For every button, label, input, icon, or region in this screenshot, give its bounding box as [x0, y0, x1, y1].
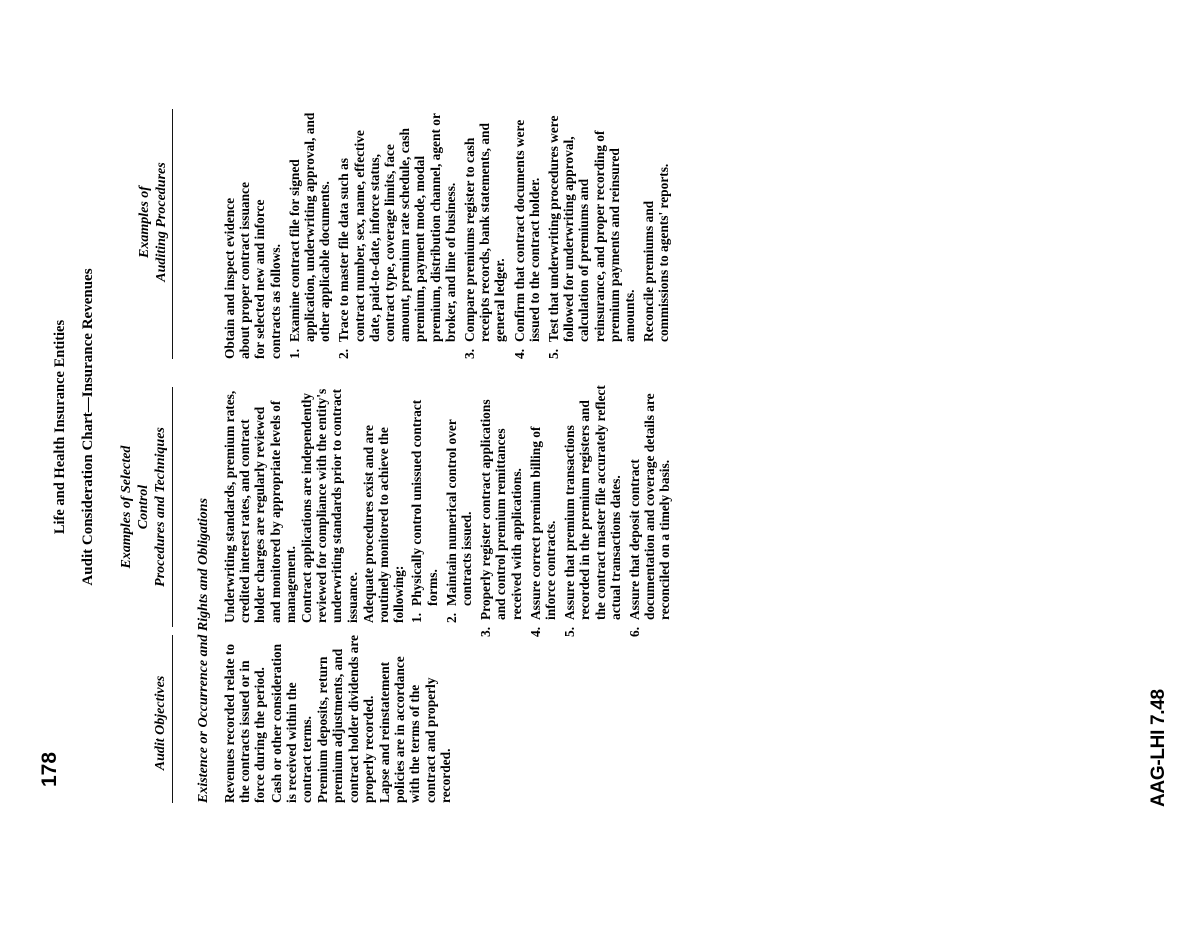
control-list — [409, 385, 474, 623]
procedure-list-item: 3. Compare premiums register to cash receipts records, bank statements, and general ledger. — [462, 123, 508, 359]
control-paragraph: Underwriting standards, premium rates, credited interest rates, and contract holder charges are regularly reviewed and monitored by appropriate levels of management. — [222, 390, 298, 623]
procedure-list-item: 2. Trace to master file data such as contract number, sex, name, effective date, paid-to-date, inforce status, contract type, coverage limits, face amount, premium rate schedule, cash premium, payment mode, modal premium, distribution channel, agent or broker, and line of business. — [336, 113, 458, 359]
procedure-list — [287, 109, 637, 359]
control-paragraph: Adequate procedures exist and are routinely monitored to achieve the following: — [360, 425, 407, 623]
chart-title: Audit Consideration Chart—Insurance Revenues — [80, 268, 96, 586]
procedure-list-item: 1. Examine contract file for signed application, underwriting approval, and other applicable documents. — [286, 112, 333, 359]
control-list-item: 5. Assure that premium transactions recorded in the premium registers and the contract master file accurately reflect actual transactions dates. — [562, 385, 623, 637]
objectives-column — [222, 635, 454, 803]
objective-paragraph: Cash or other consideration is received within the contract terms. — [268, 643, 315, 803]
procedure-closing: Reconcile premiums and commissions to agents' reports. — [641, 163, 672, 342]
header-auditing-procedures: Examples of Auditing Procedures — [137, 162, 169, 282]
controls-column — [222, 385, 677, 637]
procedure-list-item: 4. Confirm that contract documents were issued to the contract holder. — [511, 119, 542, 359]
control-list-item: 2. Maintain numerical control over contracts issued. — [443, 419, 475, 623]
page-number: 178 — [38, 751, 61, 787]
running-head: Life and Health Insurance Entities — [52, 319, 68, 535]
control-paragraph: Contract applications are independently reviewed for compliance with the entity's underwriting standards prior to contract issuance. — [299, 388, 360, 623]
control-list-item: 3. Properly register contract applications and control premium remittances received with applications. — [478, 399, 524, 637]
header-rule — [172, 635, 173, 803]
header-rule — [172, 387, 173, 627]
footer-reference: AAG-LHI 7.48 — [1148, 689, 1169, 807]
control-list-item: 4. Assure correct premium billing of inforce contracts. — [527, 426, 559, 637]
control-list-item: 6. Assure that deposit contract documentation and coverage details are reconciled on a timely basis. — [627, 393, 673, 637]
objective-paragraph: Revenues recorded relate to the contracts issued or in force during the period. — [222, 643, 268, 803]
section-heading: Existence or Occurrence and Rights and Obligations — [196, 498, 211, 803]
objective-paragraph: Lapse and reinstatement policies are in accordance with the terms of the contract and properly recorded. — [377, 656, 453, 803]
objective-paragraph: Premium deposits, return premium adjustments, and contract holder dividends are properly recorded. — [315, 634, 376, 803]
control-list-item: 1. Physically control unissued contract forms. — [409, 399, 440, 623]
control-list-continued — [478, 385, 672, 637]
header-rule — [172, 109, 173, 359]
procedure-intro: Obtain and inspect evidence about proper contract issuance for selected new and inforce contracts as follows. — [222, 182, 283, 359]
header-audit-objectives: Audit Objectives — [153, 675, 168, 771]
procedure-list-item: 5. Test that underwriting procedures were followed for underwriting approval, calculation of premiums and reinsurance, and proper recording of premium payments and reinsured amounts. — [546, 115, 638, 359]
procedures-column — [222, 109, 673, 359]
header-control-procedures: Examples of Selected Control Procedures and Techniques — [119, 427, 168, 587]
